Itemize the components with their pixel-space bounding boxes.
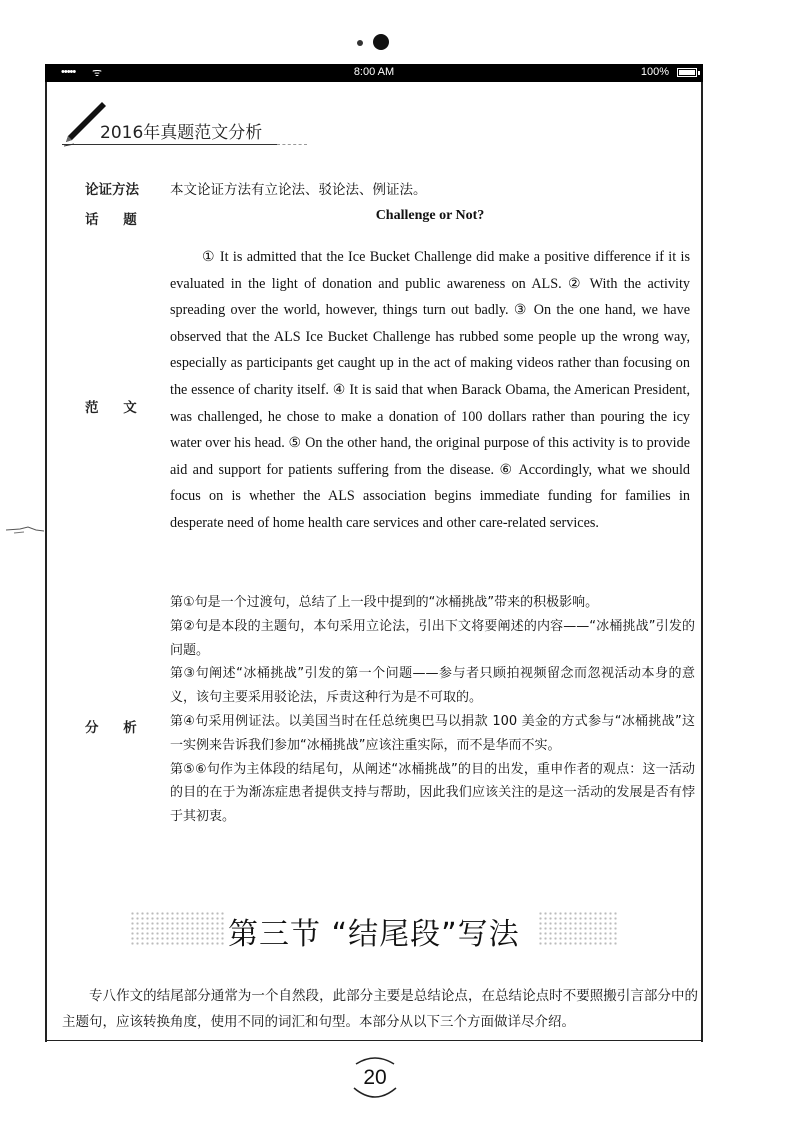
page-header [62,100,322,152]
intro-paragraph: 专八作文的结尾部分通常为一个自然段，此部分主要是总结论点，在总结论点时不要照搬引言部分中的主题句，应该转换角度，使用不同的词汇和句型。本部分从以下三个方面做详尽介绍。 [62,988,698,1030]
method-text: 本文论证方法有立论法、驳论法、例证法。 [170,182,427,198]
analysis-item: 第①句是一个过渡句，总结了上一段中提到的“冰桶挑战”带来的积极影响。 [170,595,599,610]
section-header-title: 2016年真题范文分析 [100,123,263,143]
page-number: 20 [363,1066,387,1089]
page-border-right [701,82,703,1042]
essay-body: ① It is admitted that the Ice Bucket Challenge did make a positive difference if it is evaluated in the light of donation and public awareness on ALS. ② With the activity spreading over the world, however, things turn out badly. ③ On the one hand, we have observed that the ALS Ice Bucket Challenge has rubbed some people up the wrong way, especially as participants get caught up in the act of making videos rather than focusing on the essence of charity itself. ④ It is said that when Barack Obama, the American President, was challenged, he chose to make a donation of 100 dollars rather than pouring the icy water over his head. ⑤ On the other hand, the original purpose of this activity is to provide aid and support for patients suffering from the disease. ⑥ Accordingly, what we should focus on is whether the ALS association begins immediate funding for families in desperate need of home health care services and other care-related services. [170,249,690,531]
header-underline-dashed [277,144,307,146]
camera-lens-icon [373,34,389,50]
label-analysis: 分 析 [85,720,147,736]
analysis-block [170,591,695,829]
wifi-icon: ᯤ [92,67,103,79]
page-number-badge [340,1050,410,1105]
essay-title: Challenge or Not? [375,208,485,223]
decorative-dots [538,911,618,945]
page-border-bottom [45,1040,703,1041]
label-essay: 范 文 [85,400,147,416]
signal-icon: ••••• [61,66,76,78]
analysis-item: 第④句采用例证法。以美国当时在任总统奥巴马以捐款 100 美金的方式参与“冰桶挑战”这一实例来告诉我们参加“冰桶挑战”应该注重实际，而不是华而不实。 [170,713,695,753]
label-topic: 话 题 [85,212,147,228]
status-time: 8:00 AM [353,66,395,78]
header-underline [62,144,277,145]
page-border-left [45,82,47,1042]
battery-percent: 100% [640,66,669,78]
analysis-item: 第③句阐述“冰桶挑战”引发的第一个问题——参与者只顾拍视频留念而忽视活动本身的意义，该句主要采用驳论法，斥责这种行为是不可取的。 [170,666,695,706]
battery-icon [677,68,697,77]
analysis-item: 第②句是本段的主题句，本句采用立论法，引出下文将要阐述的内容——“冰桶挑战”引发的问题。 [170,618,695,658]
decorative-dots [130,911,226,945]
scan-mark [6,524,44,536]
status-bar [45,64,703,82]
section-title: 第三节 “结尾段”写法 [228,917,520,952]
section-heading [120,905,640,951]
device-camera [0,34,800,54]
analysis-item: 第⑤⑥句作为主体段的结尾句，从阐述“冰桶挑战”的目的出发，重申作者的观点：这一活动的目的在于为渐冻症患者提供支持与帮助，因此我们应该关注的是这一活动的发展是否有悖于其初衷。 [170,761,695,825]
camera-sensor-icon [357,40,363,46]
label-method: 论证方法 [85,182,139,198]
